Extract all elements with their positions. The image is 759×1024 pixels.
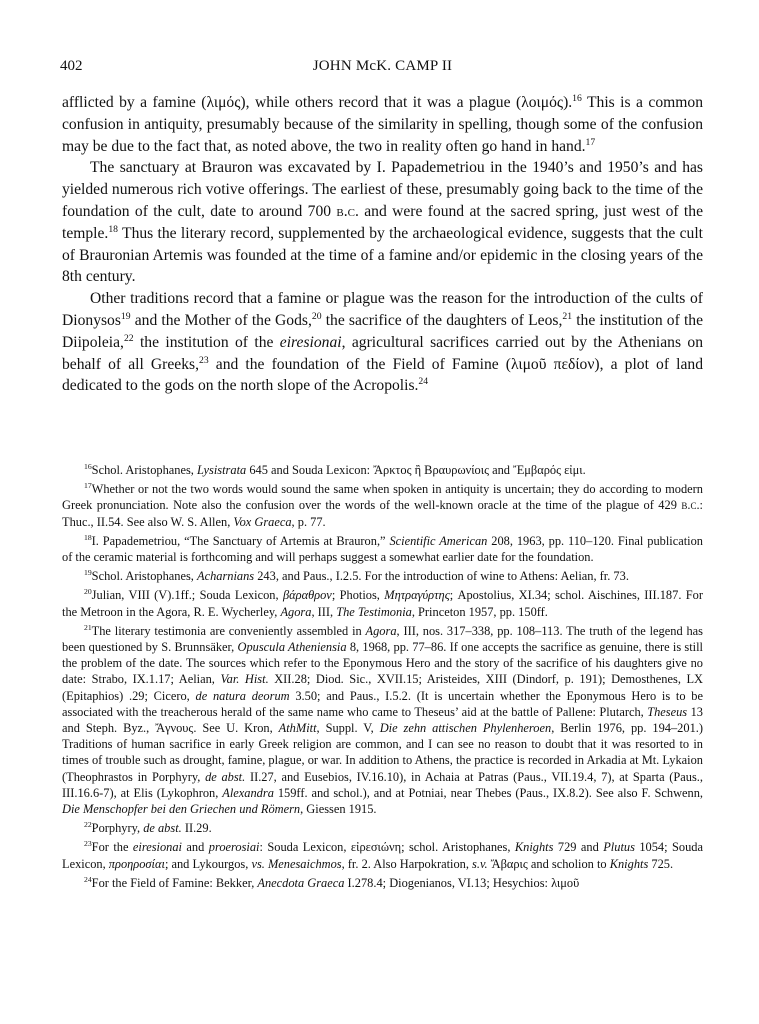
footnote-ref[interactable]: 16 — [572, 92, 582, 104]
footnote-ref[interactable]: 24 — [418, 376, 429, 388]
footnote-18: $^{18}$I. Papademetriou, “The Sanctuary of Artemis at Brauron,” Scientific American 208, 1963, pp. 110–120. Final publication of the ceramic material is forthcoming and will perhaps suggest a somewhat earlier date for the foundation. — [62, 532, 703, 565]
paragraph-1: afflicted by a famine (λιμός), while others record that it was a plague (λοιμός).$^{16}$ This is a common confusion in antiquity, presumably because of the similarity in spelling, though some of the confusion may be due to the fact that, as noted above, the two in reality often go hand in hand.$^{17}$ — [62, 92, 703, 155]
running-header — [62, 58, 703, 78]
footnote-ref[interactable]: 22 — [123, 332, 134, 344]
footnote-22: $^{22}$Porphyry, de abst. II.29. — [84, 820, 212, 836]
page-number: 402 — [60, 58, 83, 74]
footnote-24: $^{24}$For the Field of Famine: Bekker, Anecdota Graeca I.278.4; Diogenianos, VI.13; Hesychios: λιμοῦ — [84, 874, 580, 890]
footnote-ref[interactable]: 23 — [199, 354, 209, 366]
footnote-ref[interactable]: 21 — [562, 310, 573, 322]
paragraph-3: Other traditions record that a famine or plague was the reason for the introduction of the cults of Dionysos$^{19}$ and the Mother of the Gods,$^{20}$ the sacrifice of the daughters of Leos,$^{21}$ the institution of the Diipoleia,$^{22}$ the institution of the eiresionai, agricultural sacrifices carried out by the Athenians on behalf of all Greeks,$^{23}$ and the foundation of the Field of Famine (λιμοῦ πεδίον), a plot of land dedicated to the gods on the north slope of the Acropolis.$^{24}$ — [62, 290, 704, 395]
main-text — [62, 92, 703, 397]
footnote-ref[interactable]: 19 — [120, 310, 131, 322]
footnotes — [62, 462, 703, 894]
footnote-17: $^{17}$Whether or not the two words would sound the same when spoken in antiquity is uncertain; they do according to modern Greek pronunciation. Note also the confusion over the words of the well-known oracle at the time of the plague of 429 b.c.: Thuc., II.54. See also W. S. Allen, Vox Graeca, p. 77. — [62, 481, 703, 529]
footnote-19: $^{19}$Schol. Aristophanes, Acharnians 243, and Paus., I.2.5. For the introduction of wine to Athens: Aelian, fr. 73. — [84, 568, 629, 584]
footnote-ref[interactable]: 20 — [311, 310, 322, 322]
footnote-ref[interactable]: 17 — [585, 136, 596, 148]
running-head-title: JOHN McK. CAMP II — [312, 58, 453, 74]
paragraph-2: The sanctuary at Brauron was excavated by I. Papademetriou in the 1940’s and 1950’s and has yielded numerous rich votive offerings. The earliest of these, presumably going back to the time of the foundation of the cult, date to around 700 b.c. and were found at the sacred spring, just west of the temple.$^{18}$ Thus the literary record, supplemented by the archaeological evidence, suggests that the cult of Brauronian Artemis was founded at the time of a famine and/or epidemic in the closing years of the 8th century. — [62, 159, 703, 286]
footnote-21: $^{21}$The literary testimonia are conveniently assembled in Agora, III, nos. 317–338, pp. 108–113. The truth of the legend has been questioned by S. Brunnsäker, Opuscula Atheniensia 8, 1968, pp. 77–86. If one accepts the sacrifice as genuine, there is still the problem of the date. The sources which refer to the Eponymous Hero and the story of the sacrifice of his daughters give no date: Strabo, IX.1.17; Aelian, Var. Hist. XII.28; Diod. Sic., XVII.15; Aristeides, XIII (Dindorf, p. 191); Demosthenes, LX (Epitaphios) .29; Cicero, de natura deorum 3.50; and Paus., I.5.2. (It is uncertain whether the Eponymous Hero is to be associated with the treacherous herald of the same name who came to Theseus’ aid at the battle of Pallene: Plutarch, Theseus 13 and Steph. Byz., Ἄγνους. See U. Kron, AthMitt, Suppl. V, Die zehn attischen Phylenheroen, Berlin 1976, pp. 194–201.) Traditions of human sacrifice in early Greek religion are common, and I can see no reason to doubt that it was resorted to in times of trouble such as drought, famine, plague, or war. In addition to Athens, the practice is recorded in Arkadia at Mt. Lykaion (Theophrastos in Porphyry, de abst. II.27, and Eusebios, IV.16.10), in Achaia at Patras (Paus., VII.19.4, 7), at Sparta (Paus., III.16.6-7), at Elis (Lykophron, Alexandra 159ff. and schol.), and at Potniai, near Thebes (Paus., IX.8.2). See also F. Schwenn, Die Menschopfer bei den Griechen und Römern, Giessen 1915. — [62, 622, 704, 817]
footnote-20: $^{20}$Julian, VIII (V).1ff.; Souda Lexicon, βάραθρον; Photios, Μητραγύρτης; Apostolius, XI.34; schol. Aischines, III.187. For the Metroon in the Agora, R. E. Wycherley, Agora, III, The Testimonia, Princeton 1957, pp. 150ff. — [62, 587, 703, 619]
footnote-23: $^{23}$For the eiresionai and proerosiai: Souda Lexicon, εἰρεσιώνη; schol. Aristophanes, Knights 729 and Plutus 1054; Souda Lexicon, προηροσίαι; and Lykourgos, vs. Menesaichmos, fr. 2. Also Harpokration, s.v. Ἄβαρις and scholion to Knights 725. — [62, 839, 703, 871]
footnote-16: $^{16}$Schol. Aristophanes, Lysistrata 645 and Souda Lexicon: Ἄρκτος ἢ Βραυρωνίοις and Ἔμβαρός εἰμι. — [84, 461, 586, 477]
footnote-ref[interactable]: 18 — [108, 223, 118, 235]
